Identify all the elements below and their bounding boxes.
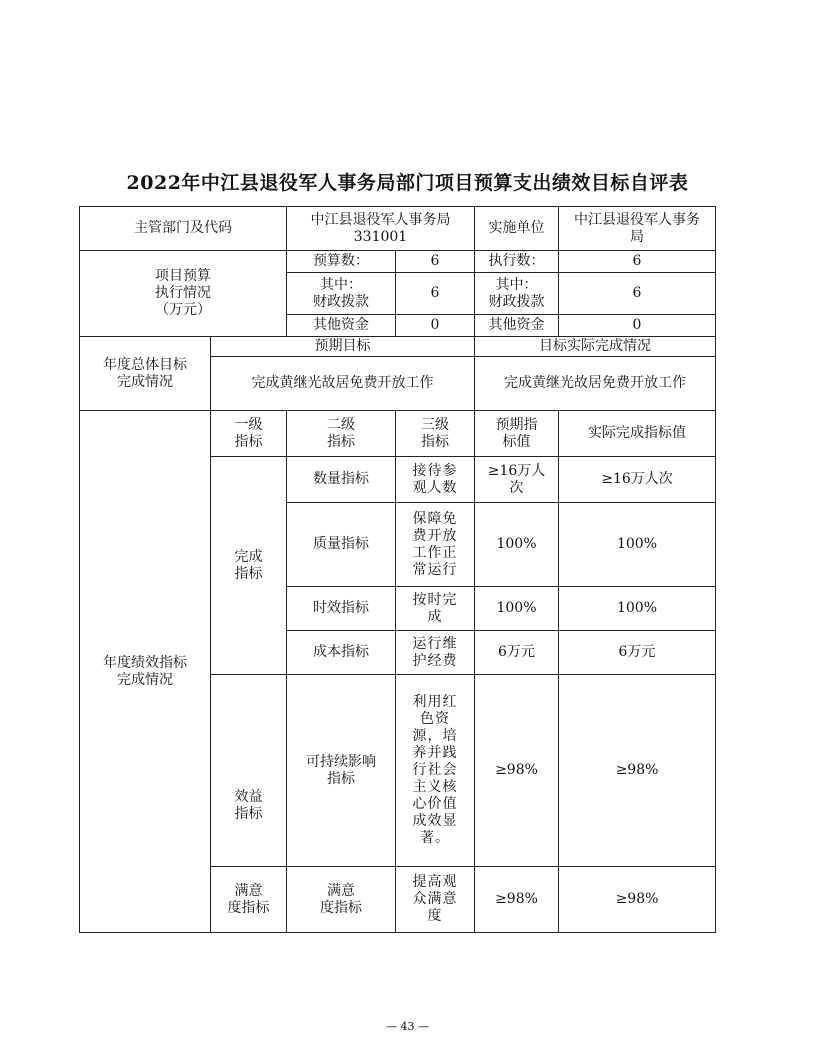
- satisfaction-level2: 满意 度指标: [287, 867, 396, 933]
- quality-actual: 100%: [559, 503, 716, 587]
- budget-amount-value: 6: [396, 251, 475, 273]
- actual-goal-header: 目标实际完成情况: [475, 337, 716, 357]
- header-level3: 三级 指标: [396, 411, 475, 457]
- benefit-level3: 利用红 色资 源，培 养并践 行社会 主义核 心价值 成效显 著。: [396, 675, 475, 867]
- benefit-label: 效益 指标: [211, 675, 287, 867]
- budget-row: [80, 251, 716, 273]
- expected-goal-text: 完成黄继光故居免费开放工作: [211, 357, 475, 411]
- fiscal-budget-label: 其中： 财政拨款: [287, 273, 396, 315]
- page-title: 2022年中江县退役军人事务局部门项目预算支出绩效目标自评表: [126, 172, 689, 194]
- satisfaction-actual: ≥98%: [559, 867, 716, 933]
- exec-amount-label: 执行数：: [475, 251, 559, 273]
- dept-value: 中江县退役军人事务局 331001: [287, 207, 475, 251]
- quantity-level3: 接待参 观人数: [396, 457, 475, 503]
- header-level2: 二级 指标: [287, 411, 396, 457]
- fiscal-budget-value: 6: [396, 273, 475, 315]
- benefit-level2: 可持续影响 指标: [287, 675, 396, 867]
- cost-expected: 6万元: [475, 631, 559, 675]
- actual-goal-text: 完成黄继光故居免费开放工作: [475, 357, 716, 411]
- goals-header-row: [80, 337, 716, 357]
- header-expected: 预期指 标值: [475, 411, 559, 457]
- exec-amount-value: 6: [559, 251, 716, 273]
- timeliness-level2: 时效指标: [287, 587, 396, 631]
- indicator-header-row: [80, 411, 716, 457]
- unit-label: 实施单位: [475, 207, 559, 251]
- dept-row: [80, 207, 716, 251]
- cost-level3: 运行维 护经费: [396, 631, 475, 675]
- other-budget-value: 0: [396, 315, 475, 337]
- timeliness-level3: 按时完 成: [396, 587, 475, 631]
- fiscal-exec-value: 6: [559, 273, 716, 315]
- page-number: — 43 —: [386, 1020, 429, 1033]
- satisfaction-level3: 提高观 众满意 度: [396, 867, 475, 933]
- quality-level3: 保障免 费开放 工作正 常运行: [396, 503, 475, 587]
- unit-value: 中江县退役军人事务 局: [559, 207, 716, 251]
- satisfaction-label: 满意 度指标: [211, 867, 287, 933]
- quantity-level2: 数量指标: [287, 457, 396, 503]
- header-actual: 实际完成指标值: [559, 411, 716, 457]
- expected-goal-header: 预期目标: [211, 337, 475, 357]
- cost-actual: 6万元: [559, 631, 716, 675]
- other-exec-label: 其他资金: [475, 315, 559, 337]
- budget-label: 项目预算 执行情况 （万元）: [80, 251, 287, 337]
- cost-level2: 成本指标: [287, 631, 396, 675]
- other-budget-label: 其他资金: [287, 315, 396, 337]
- evaluation-table: [79, 206, 716, 933]
- indicators-label: 年度绩效指标 完成情况: [80, 411, 211, 933]
- completion-label: 完成 指标: [211, 457, 287, 675]
- timeliness-expected: 100%: [475, 587, 559, 631]
- quantity-actual: ≥16万人次: [559, 457, 716, 503]
- goals-label: 年度总体目标 完成情况: [80, 337, 211, 411]
- quality-expected: 100%: [475, 503, 559, 587]
- quality-level2: 质量指标: [287, 503, 396, 587]
- other-exec-value: 0: [559, 315, 716, 337]
- header-level1: 一级 指标: [211, 411, 287, 457]
- budget-amount-label: 预算数：: [287, 251, 396, 273]
- benefit-actual: ≥98%: [559, 675, 716, 867]
- dept-label: 主管部门及代码: [80, 207, 287, 251]
- satisfaction-expected: ≥98%: [475, 867, 559, 933]
- benefit-expected: ≥98%: [475, 675, 559, 867]
- quantity-expected: ≥16万人 次: [475, 457, 559, 503]
- fiscal-exec-label: 其中： 财政拨款: [475, 273, 559, 315]
- timeliness-actual: 100%: [559, 587, 716, 631]
